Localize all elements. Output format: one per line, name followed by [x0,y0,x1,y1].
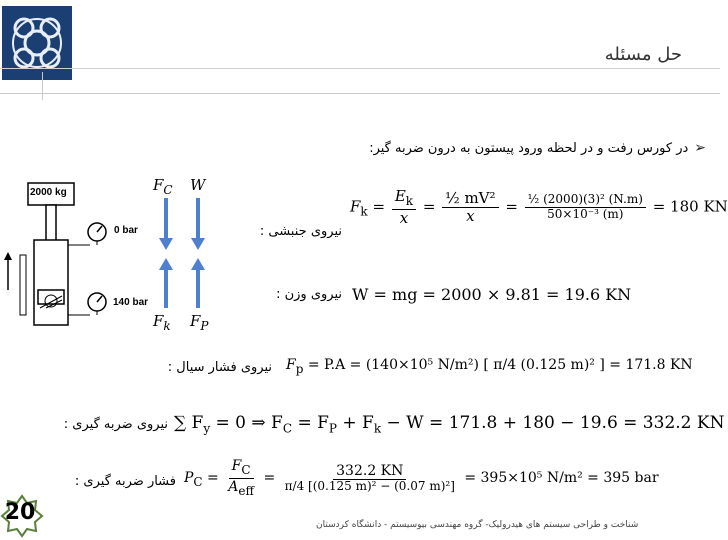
intro-text: در کورس رفت و در لحظه ورود پیستون به درون ضربه گیر: [369,140,689,156]
kinetic-force-equation: $F_k$ = $\frac{E_k}{x}$ = $\frac{\text{½ mV²}}{x}$ = $\frac{\text{½ (2000)(3)² (N.m)}}{\text{50×10⁻³ (m)}}$ = 180 KN [350,187,728,227]
force-fk-label: $F_k$ [153,312,171,333]
weight-force-label: نیروی وزن : [276,287,342,302]
force-fp-label: $F_P$ [190,312,209,333]
damper-pressure-equation: $P_C$ = $\frac{F_C}{A_{eff}}$ = $\frac{332.2 KN}{\text{π/4 [(0.125 m)² − (0.07 m)²]}}$ = 395×10⁵ N/m² = 395 bar [184,458,659,498]
pressure-force-label: نیروی فشار سیال : [167,360,272,375]
pressure-force-equation: $F_p = P.A = (140\times 10^5$ N/m²) [ π/4 (0.125 m)² ] = 171.8 KN [286,357,693,376]
footer-text: شناخت و طراحی سیستم های هیدرولیک- گروه مهندسی بیوسیستم - دانشگاه کردستان [316,520,639,530]
gauge-bottom-label: 140 bar [113,297,149,308]
page-title: حل مسئله [604,44,682,65]
header-rule [0,68,720,69]
weight-label: 2000 kg [30,187,67,198]
kinetic-force-label: نیروی جنبشی : [259,224,342,239]
damper-force-label: نیروی ضربه گیری : [63,417,168,432]
force-w-label: W [190,176,206,194]
arrow-bullet-icon: ➢ [694,140,706,156]
damper-force-equation: ∑ $F_y = 0$ ⇒ $F_C = F_P + F_k - W = 171.8 + 180 - 19.6 = 332.2$ KN [174,413,725,436]
gauge-top-label: 0 bar [114,225,138,236]
force-fc-label: $F_C$ [153,176,173,197]
page-number: 20 [4,500,36,525]
header-divider [0,72,43,100]
intro-bullet [369,140,706,156]
damper-pressure-label: فشار ضربه گیری : [74,474,176,489]
header-underline [0,93,720,94]
weight-force-equation: W = mg = 2000 × 9.81 = 19.6 KN [352,285,632,304]
